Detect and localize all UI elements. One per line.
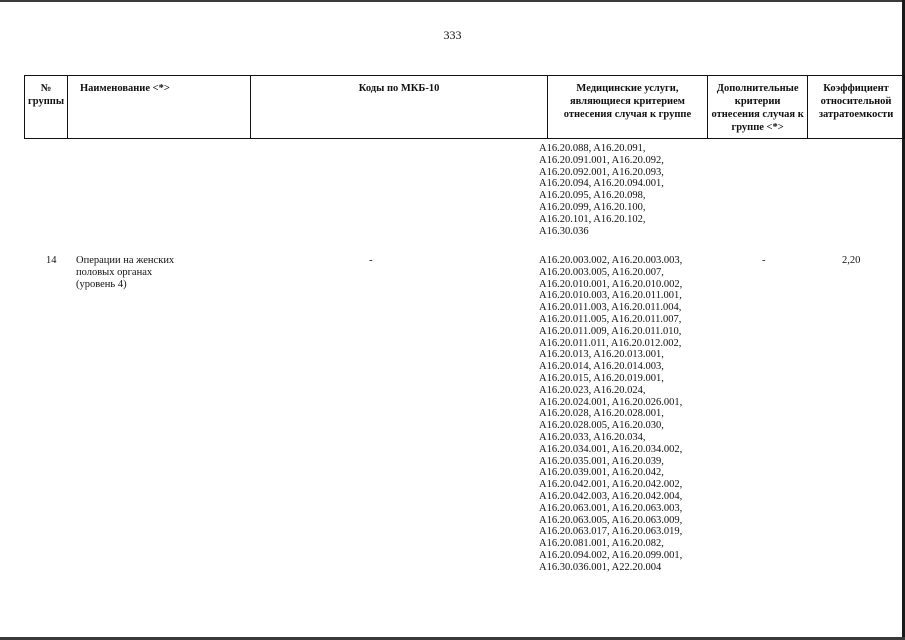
service-line: A16.20.095, A16.20.098, xyxy=(539,190,646,202)
service-line: A16.20.011.011, A16.20.012.002, xyxy=(539,337,682,349)
row-extra-criteria: - xyxy=(762,255,766,266)
service-line: A16.20.003.002, A16.20.003.003, xyxy=(539,255,683,266)
service-line: A16.20.010.001, A16.20.010.002, xyxy=(539,278,683,290)
row-name-line: половых органах xyxy=(76,266,153,278)
service-line: A16.20.033, A16.20.034, xyxy=(539,431,646,443)
service-line: A16.20.028, A16.20.028.001, xyxy=(539,408,664,420)
header-icd-codes: Коды по МКБ-10 xyxy=(251,76,547,139)
header-group-no: № группы xyxy=(25,76,68,139)
service-line: A16.20.094.002, A16.20.099.001, xyxy=(539,549,683,561)
service-line: A16.20.011.005, A16.20.011.007, xyxy=(539,313,682,325)
service-line: A16.20.035.001, A16.20.039, xyxy=(539,455,664,467)
row-name-line: (уровень 4) xyxy=(76,278,127,290)
service-line: A16.20.034.001, A16.20.034.002, xyxy=(539,443,683,455)
service-line: A16.20.011.009, A16.20.011.010, xyxy=(539,325,682,337)
service-line: A16.20.039.001, A16.20.042, xyxy=(539,467,664,479)
header-extra-criteria: Дополнительные критерии отнесения случая к группе <*> xyxy=(708,76,808,139)
service-line: A16.30.036.001, A22.20.004 xyxy=(539,561,662,573)
service-line: A16.20.101, A16.20.102, xyxy=(539,213,646,225)
header-coefficient: Коэффициент относительной затратоемкости xyxy=(808,76,905,139)
service-line: A16.20.010.003, A16.20.011.001, xyxy=(539,290,682,302)
continuation-services-list xyxy=(539,143,664,237)
service-line: A16.20.013, A16.20.013.001, xyxy=(539,349,664,361)
service-line: A16.20.011.003, A16.20.011.004, xyxy=(539,302,682,314)
row-name xyxy=(76,255,174,290)
header-services: Медицинские услуги, являющиеся критерием отнесения случая к группе xyxy=(547,76,707,139)
service-line: A16.20.042.003, A16.20.042.004, xyxy=(539,490,683,502)
service-line: A16.20.099, A16.20.100, xyxy=(539,201,646,213)
service-line: A16.20.092.001, A16.20.093, xyxy=(539,166,664,178)
table-header xyxy=(24,75,905,139)
service-line: A16.20.081.001, A16.20.082, xyxy=(539,538,664,550)
service-line: A16.20.024.001, A16.20.026.001, xyxy=(539,396,683,408)
scan-frame-top xyxy=(0,0,905,2)
service-line: A16.20.091.001, A16.20.092, xyxy=(539,154,664,166)
service-line: A16.20.063.005, A16.20.063.009, xyxy=(539,514,683,526)
row-group-no: 14 xyxy=(46,255,57,266)
service-line: A16.20.028.005, A16.20.030, xyxy=(539,420,664,432)
service-line: A16.20.063.001, A16.20.063.003, xyxy=(539,502,683,514)
page-number: 333 xyxy=(443,28,462,42)
service-line: A16.20.063.017, A16.20.063.019, xyxy=(539,526,683,538)
service-line: A16.20.003.005, A16.20.007, xyxy=(539,266,664,278)
service-line: A16.20.014, A16.20.014.003, xyxy=(539,361,664,373)
service-line: A16.30.036 xyxy=(539,225,589,237)
row-coefficient: 2,20 xyxy=(842,255,861,266)
service-line: A16.20.042.001, A16.20.042.002, xyxy=(539,479,683,491)
row-services-list xyxy=(539,255,682,574)
row-name-line: Операции на женских xyxy=(76,255,175,266)
service-line: A16.20.094, A16.20.094.001, xyxy=(539,178,664,190)
service-line: A16.20.088, A16.20.091, xyxy=(539,143,646,154)
header-name: Наименование <*> xyxy=(68,76,251,139)
row-icd-codes: - xyxy=(369,255,373,266)
service-line: A16.20.023, A16.20.024, xyxy=(539,384,646,396)
service-line: A16.20.015, A16.20.019.001, xyxy=(539,372,664,384)
